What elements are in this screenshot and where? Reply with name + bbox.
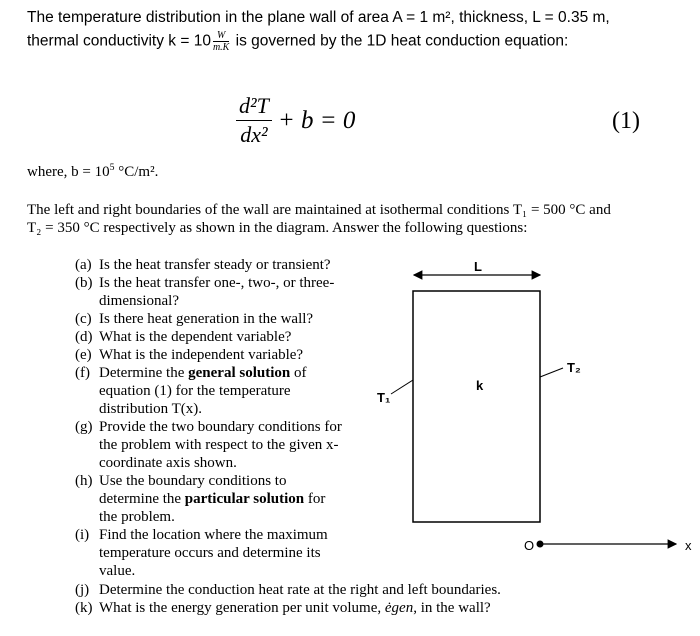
- t1-leader-line: [391, 380, 413, 394]
- question-j-text: Determine the conduction heat rate at the right and left boundaries.: [99, 582, 501, 598]
- question-k-label: (k): [75, 600, 93, 616]
- question-e-label: (e): [75, 347, 92, 363]
- question-a-label: (a): [75, 257, 92, 273]
- intro-line-2-end: is governed by the 1D heat conduction equation:: [235, 32, 569, 50]
- question-b-label: (b): [75, 275, 93, 291]
- question-h-label: (h): [75, 473, 93, 489]
- question-d-text: What is the dependent variable?: [99, 329, 292, 345]
- question-g-cont-2: coordinate axis shown.: [99, 455, 237, 471]
- question-g-text-1: Provide the two boundary conditions for: [99, 419, 342, 435]
- question-g-cont-1: the problem with respect to the given x-: [99, 437, 339, 453]
- question-f-cont-2: distribution T(x).: [99, 401, 203, 417]
- equation-denominator: dx²: [240, 122, 268, 147]
- where-after: °C/m².: [114, 164, 159, 180]
- egen-symbol: ėgen: [384, 600, 414, 616]
- question-e-text: What is the independent variable?: [99, 347, 304, 363]
- question-h-pre: determine the: [99, 491, 185, 507]
- t2-leader-line: [540, 368, 563, 377]
- where-before: where, b = 10: [27, 164, 110, 180]
- question-h-post: for: [304, 491, 326, 507]
- question-c-label: (c): [75, 311, 92, 327]
- k-unit-denominator: m.K: [212, 42, 230, 53]
- question-b-cont: dimensional?: [99, 293, 179, 309]
- where-exponent: 5: [109, 162, 115, 173]
- equation-number: (1): [612, 108, 640, 134]
- boundary-line-2: T₂ = 350 °C respectively as shown in the diagram. Answer the following questions:: [27, 220, 528, 236]
- wall-rectangle: [413, 291, 540, 522]
- t2-label: T₂: [567, 360, 581, 375]
- x-axis-label: x: [685, 538, 692, 553]
- question-h-cont-2: the problem.: [99, 509, 175, 525]
- question-f-bold: general solution: [188, 365, 291, 381]
- question-d-label: (d): [75, 329, 93, 345]
- question-i-cont-2: value.: [99, 563, 136, 579]
- question-j-label: (j): [75, 582, 90, 598]
- k-unit-numerator: W: [213, 30, 229, 42]
- equation-rest: + b = 0: [277, 106, 356, 134]
- question-c-text: Is there heat generation in the wall?: [99, 311, 314, 327]
- length-label: L: [474, 259, 482, 274]
- question-h-text-1: Use the boundary conditions to: [99, 473, 287, 489]
- question-k-pre: What is the energy generation per unit volume,: [99, 600, 385, 616]
- question-g-label: (g): [75, 419, 93, 435]
- question-f-text-post: of: [290, 365, 307, 381]
- question-a-text: Is the heat transfer steady or transient?: [99, 257, 331, 273]
- question-h-bold: particular solution: [184, 491, 305, 507]
- boundary-line-1: The left and right boundaries of the wall are maintained at isothermal conditions T₁ = 500 °C and: [27, 202, 611, 218]
- question-b-text-1: Is the heat transfer one-, two-, or three-: [99, 275, 335, 291]
- question-i-text-1: Find the location where the maximum: [99, 527, 328, 543]
- intro-line-1: The temperature distribution in the plane wall of area A = 1 m², thickness, L = 0.35 m,: [27, 9, 610, 26]
- equation-numerator: d²T: [236, 92, 272, 121]
- origin-dot: [537, 541, 544, 548]
- question-k-post: , in the wall?: [413, 600, 491, 616]
- question-f-cont-1: equation (1) for the temperature: [99, 383, 291, 399]
- t1-label: T₁: [377, 390, 391, 405]
- conductivity-label: k: [476, 378, 484, 393]
- origin-label: O: [524, 538, 535, 553]
- question-i-cont-1: temperature occurs and determine its: [99, 545, 321, 561]
- question-i-label: (i): [75, 527, 90, 543]
- question-f-text-pre: Determine the: [99, 365, 189, 381]
- question-f-label: (f): [75, 365, 90, 381]
- intro-line-2-start: thermal conductivity k = 10: [27, 32, 211, 50]
